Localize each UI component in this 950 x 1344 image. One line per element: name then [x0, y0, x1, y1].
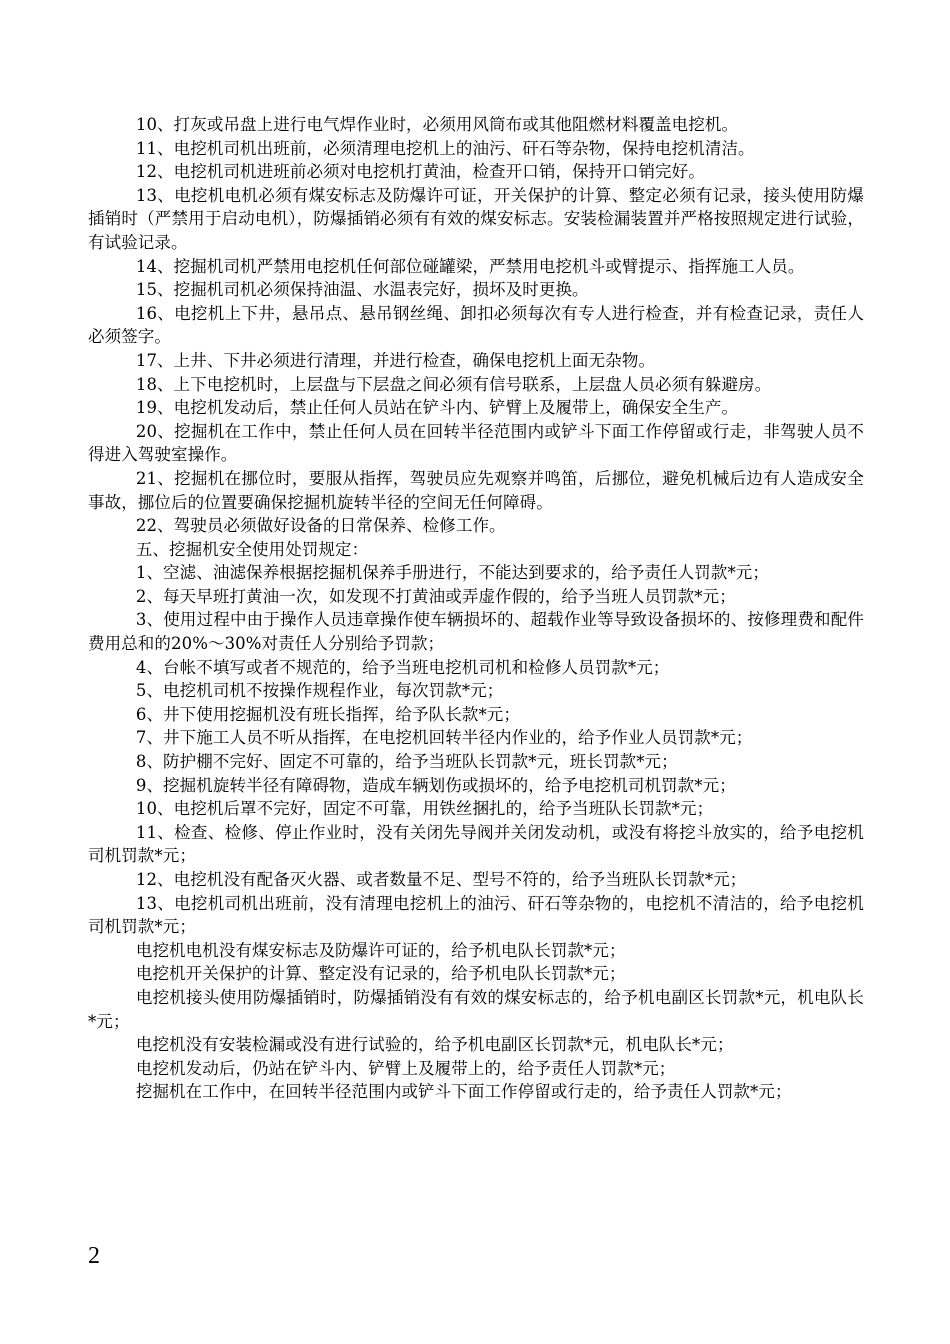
paragraph: 电挖机没有安装检漏或没有进行试验的，给予机电副区长罚款*元，机电队长*元； [135, 1035, 734, 1055]
section-heading: 五、挖掘机安全使用处罚规定： [135, 539, 369, 559]
paragraph: 11、电挖机司机出班前，必须清理电挖机上的油污、矸石等杂物，保持电挖机清洁。 [135, 138, 755, 158]
paragraph: 19、电挖机发动后，禁止任何人员站在铲斗内、铲臂上及履带上，确保安全生产。 [135, 398, 739, 418]
paragraph: 17、上井、下井必须进行清理，并进行检查，确保电挖机上面无杂物。 [135, 350, 656, 370]
paragraph: 15、挖掘机司机必须保持油温、水温表完好，损坏及时更换。 [135, 280, 589, 300]
paragraph: 电挖机电机没有煤安标志及防爆许可证的，给予机电队长罚款*元； [135, 940, 626, 960]
paragraph: 10、打灰或吊盘上进行电气焊作业时，必须用风筒布或其他阻燃材料覆盖电挖机。 [135, 115, 739, 134]
paragraph: 18、上下电挖机时，上层盘与下层盘之间必须有信号联系，上层盘人员必须有躲避房。 [135, 374, 772, 394]
paragraph: 3、使用过程中由于操作人员违章操作使车辆损坏的、超载作业等导致设备损坏的、按修理费和配件费用总和的20%～30%对责任人分别给予罚款； [88, 610, 864, 654]
paragraph: 4、台帐不填写或者不规范的，给予当班电挖机司机和检修人员罚款*元； [135, 657, 670, 677]
paragraph: 挖掘机在工作中，在回转半径范围内或铲斗下面工作停留或行走的，给予责任人罚款*元； [135, 1082, 792, 1102]
paragraph: 22、驾驶员必须做好设备的日常保养、检修工作。 [135, 516, 506, 536]
paragraph: 电挖机开关保护的计算、整定没有记录的，给予机电队长罚款*元； [135, 964, 626, 984]
paragraph: 1、空滤、油滤保养根据挖掘机保养手册进行，不能达到要求的，给予责任人罚款*元； [135, 563, 769, 583]
paragraph: 13、电挖机司机出班前，没有清理电挖机上的油污、矸石等杂物的，电挖机不清洁的，给予电挖机司机罚款*元； [88, 893, 864, 937]
paragraph: 电挖机发动后，仍站在铲斗内、铲臂上及履带上的，给予责任人罚款*元； [135, 1058, 676, 1078]
paragraph: 12、电挖机司机进班前必须对电挖机打黄油，检查开口销，保持开口销完好。 [135, 162, 705, 182]
document-body [88, 113, 864, 1104]
paragraph: 2、每天早班打黄油一次，如发现不打黄油或弄虚作假的，给予当班人员罚款*元； [135, 586, 736, 606]
paragraph: 电挖机接头使用防爆插销时，防爆插销没有有效的煤安标志的，给予机电副区长罚款*元，机电队长*元； [88, 987, 864, 1031]
paragraph: 21、挖掘机在挪位时，要服从指挥，驾驶员应先观察并鸣笛，后挪位，避免机械后边有人造成安全事故，挪位后的位置要确保挖掘机旋转半径的空间无任何障碍。 [88, 468, 864, 512]
paragraph: 16、电挖机上下井，悬吊点、悬吊钢丝绳、卸扣必须每次有专人进行检查，并有检查记录，责任人必须签字。 [88, 303, 864, 347]
paragraph: 14、挖掘机司机严禁用电挖机任何部位碰罐梁，严禁用电挖机斗或臂提示、指挥施工人员。 [135, 256, 805, 276]
paragraph: 6、井下使用挖掘机没有班长指挥，给予队长款*元； [135, 704, 520, 724]
paragraph: 10、电挖机后罩不完好，固定不可靠，用铁丝捆扎的，给予当班队长罚款*元； [135, 799, 714, 819]
paragraph: 11、检查、检修、停止作业时，没有关闭先导阀并关闭发动机，或没有将挖斗放实的，给予电挖机司机罚款*元； [88, 822, 864, 866]
paragraph: 12、电挖机没有配备灭火器、或者数量不足、型号不符的，给予当班队长罚款*元； [135, 870, 747, 889]
paragraph: 9、挖掘机旋转半径有障碍物，造成车辆划伤或损坏的，给予电挖机司机罚款*元； [135, 775, 736, 795]
paragraph: 5、电挖机司机不按操作规程作业，每次罚款*元； [135, 681, 504, 701]
paragraph: 7、井下施工人员不听从指挥，在电挖机回转半径内作业的，给予作业人员罚款*元； [135, 728, 753, 748]
paragraph: 8、防护棚不完好、固定不可靠的，给予当班队长罚款*元，班长罚款*元； [135, 752, 678, 772]
paragraph: 13、电挖机电机必须有煤安标志及防爆许可证，开关保护的计算、整定必须有记录，接头使用防爆插销时（严禁用于启动电机），防爆插销必须有有效的煤安标志。安装检漏装置并严格按照规定进行试验，有试验记录。 [88, 185, 864, 252]
page-number: 2 [88, 1243, 100, 1269]
paragraph: 20、挖掘机在工作中，禁止任何人员在回转半径范围内或铲斗下面工作停留或行走，非驾驶人员不得进入驾驶室操作。 [88, 421, 864, 465]
